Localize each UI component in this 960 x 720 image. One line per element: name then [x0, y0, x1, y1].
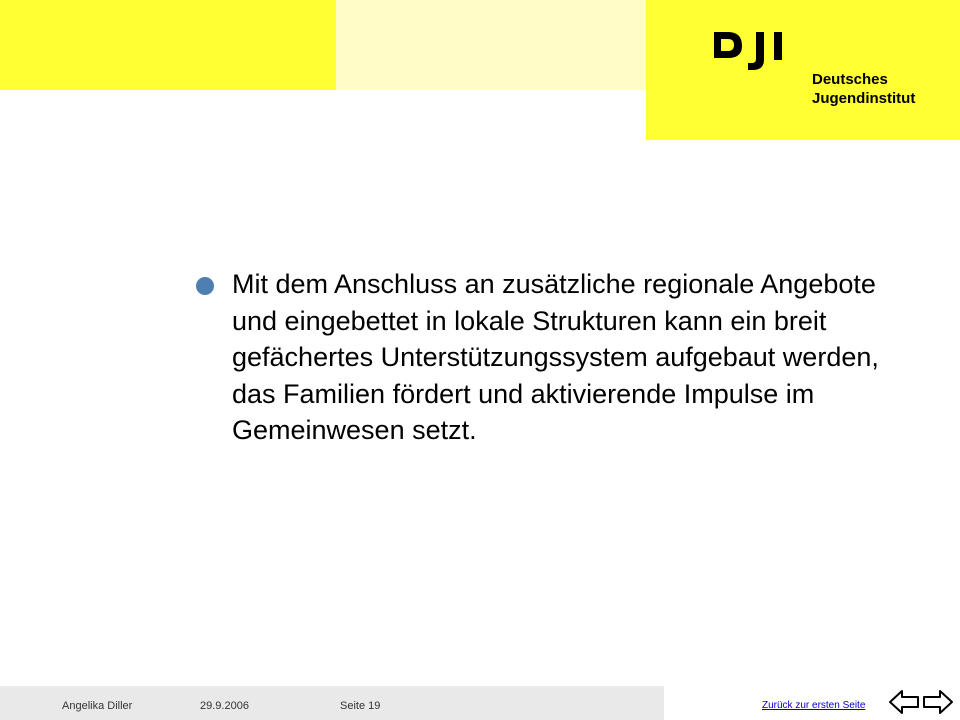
arrow-right-icon — [924, 691, 952, 713]
logo-text — [812, 70, 915, 108]
bullet-text: Mit dem Anschluss an zusätzliche regionale Angebote und eingebettet in lokale Strukturen kann ein breit gefächertes Unterstützungssystem aufgebaut werden, das Familien fördert und aktivierende Impulse im Gemeinwesen setzt. — [232, 269, 879, 445]
logo-text-line-1: Deutsches — [812, 71, 888, 88]
bullet-item — [196, 266, 896, 449]
slide-content — [196, 266, 896, 449]
prev-slide-button[interactable] — [888, 688, 920, 716]
back-to-first-slide-link[interactable]: Zurück zur ersten Seite — [762, 700, 866, 711]
logo-text-line-2: Jugendinstitut — [812, 90, 916, 107]
footer-author: Angelika Diller — [62, 700, 133, 712]
footer-page-number: Seite 19 — [340, 700, 381, 712]
header-yellow-block — [0, 0, 336, 90]
dji-logo-mark — [712, 26, 812, 74]
footer-date: 29.9.2006 — [200, 700, 249, 712]
arrow-left-icon — [890, 691, 918, 713]
next-slide-button[interactable] — [922, 688, 954, 716]
header-cream-block — [336, 0, 646, 90]
bullet-icon — [196, 277, 214, 295]
